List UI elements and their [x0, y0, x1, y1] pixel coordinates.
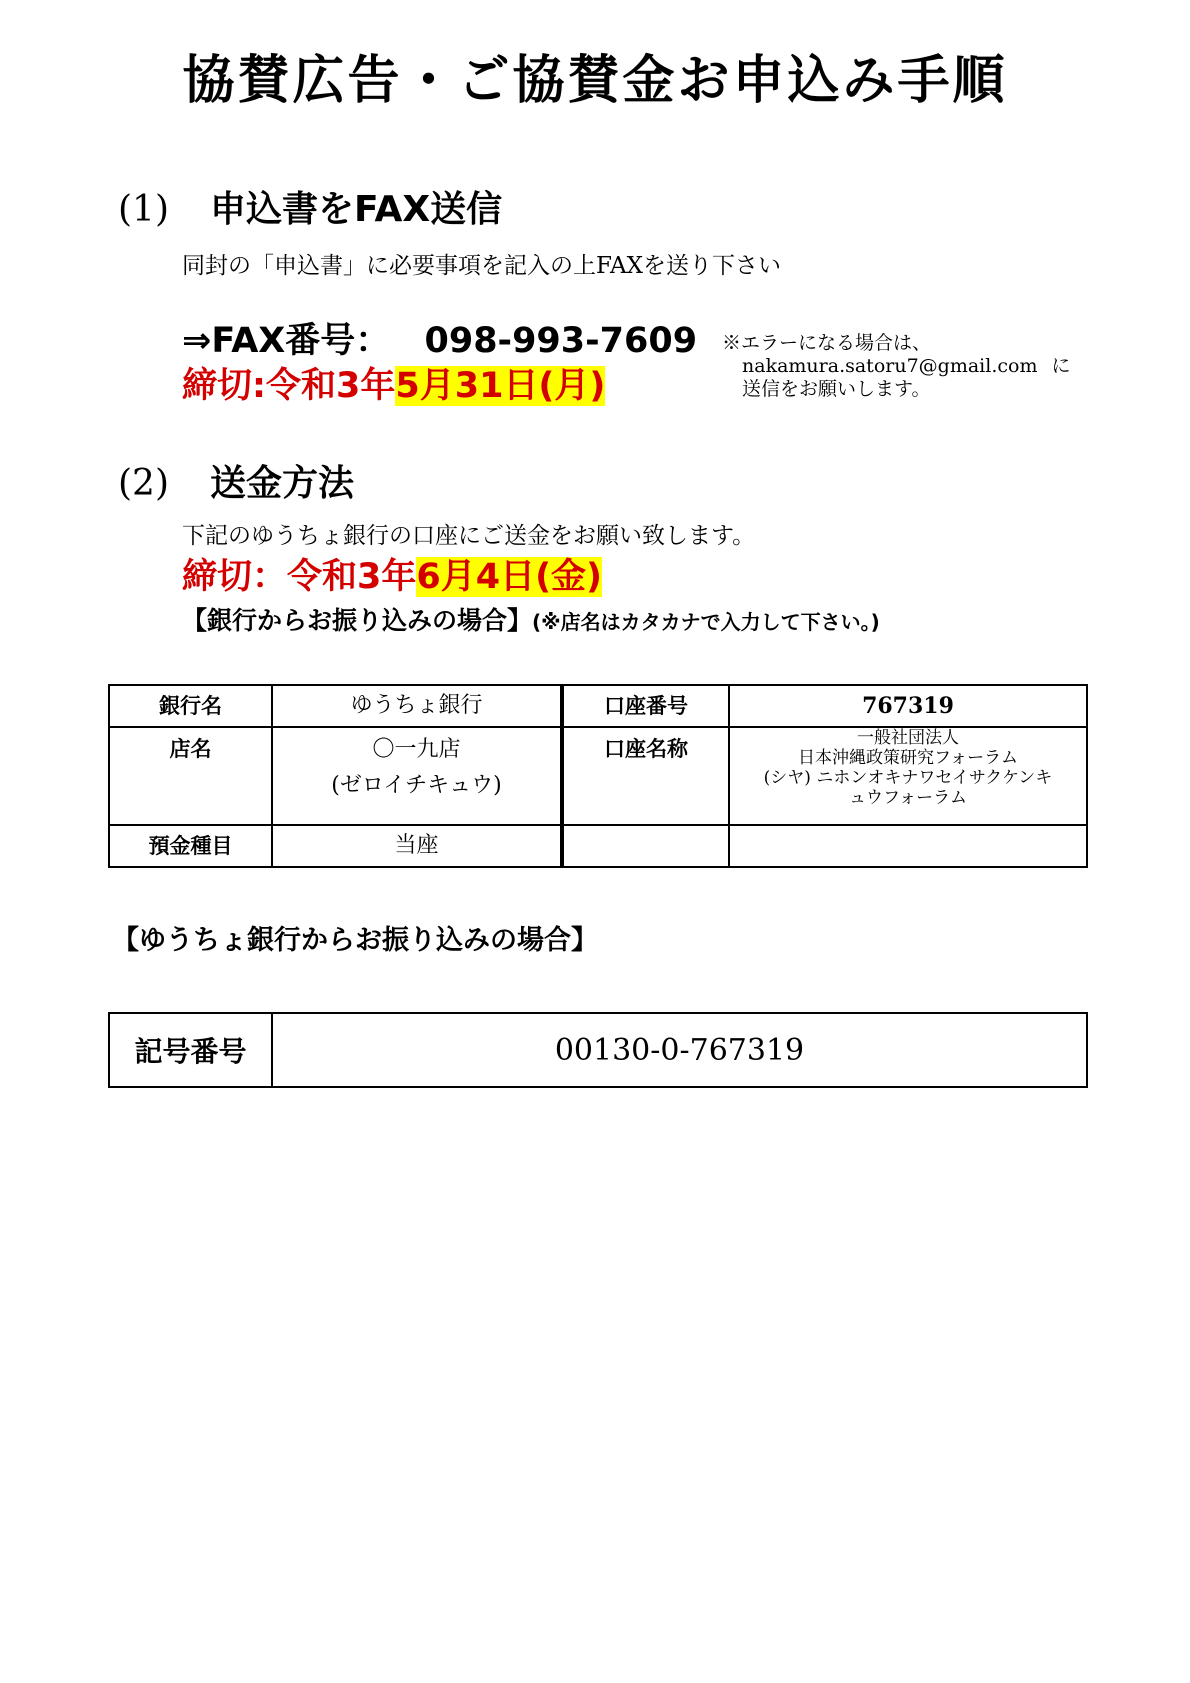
table-row — [109, 685, 1087, 727]
section1-title: 申込書をFAX送信 — [210, 189, 503, 230]
section2-title: 送金方法 — [210, 463, 355, 504]
note-email: nakamura.satoru7@gmail.com — [742, 355, 1038, 377]
section2-deadline-date: 6月4日(金) — [416, 557, 603, 597]
bank-name-value: ゆうちょ銀行 — [272, 685, 562, 727]
other-bank-heading-text: 【銀行からお振り込みの場合】 — [182, 606, 533, 635]
deposit-type-value: 当座 — [272, 825, 562, 867]
page-title: 協賛広告・ご協賛金お申込み手順 — [182, 51, 1008, 111]
code-label: 記号番号 — [109, 1013, 272, 1087]
section1-number: (1) — [118, 189, 169, 230]
fax-label: ⇒FAX番号： — [182, 321, 391, 361]
code-value: 00130-0-767319 — [272, 1013, 1087, 1087]
deposit-type-label: 預金種目 — [109, 825, 272, 867]
branch-name: 〇一九店 — [372, 737, 461, 762]
bank-account-table — [108, 684, 1088, 868]
note-line2 — [722, 355, 1071, 378]
empty-cell — [562, 825, 729, 867]
table-row — [109, 1013, 1087, 1087]
yucho-code-table — [108, 1012, 1088, 1088]
section2-number: (2) — [118, 463, 169, 504]
note-line3: 送信をお願いします。 — [742, 378, 931, 400]
table-row — [109, 825, 1087, 867]
note-line1: ※エラーになる場合は、 — [722, 332, 932, 354]
bank-name-label: 銀行名 — [109, 685, 272, 727]
section1-instruction: 同封の「申込書」に必要事項を記入の上FAXを送り下さい — [182, 253, 781, 279]
account-number-value: 767319 — [729, 685, 1087, 727]
branch-value — [272, 727, 562, 825]
section1-deadline — [182, 363, 605, 409]
other-bank-note: (※店名はカタカナで入力して下さい。) — [532, 610, 880, 634]
table-row — [109, 727, 1087, 825]
section1-deadline-prefix: 締切:令和3年 — [182, 366, 396, 406]
branch-label: 店名 — [109, 727, 272, 825]
account-name-label: 口座名称 — [562, 727, 729, 825]
account-name-line3: (シヤ) ニホンオキナワセイサクケンキ — [763, 768, 1053, 788]
other-bank-heading — [182, 604, 880, 639]
account-name-line2: 日本沖縄政策研究フォーラム — [798, 748, 1018, 768]
section2-deadline-prefix: 締切：令和3年 — [182, 557, 417, 597]
note-email-suffix: に — [1051, 355, 1071, 377]
section1-deadline-date: 5月31日(月) — [395, 366, 606, 406]
empty-cell — [729, 825, 1087, 867]
section2-heading — [118, 460, 354, 508]
section2-deadline — [182, 554, 602, 600]
account-name-line4: ュウフォーラム — [849, 788, 967, 808]
section1-heading — [118, 186, 502, 234]
account-number-label: 口座番号 — [562, 685, 729, 727]
section2-instruction: 下記のゆうちょ銀行の口座にご送金をお願い致します。 — [182, 523, 756, 549]
fax-number: 098-993-7609 — [424, 321, 698, 361]
branch-kana: (ゼロイチキュウ) — [331, 773, 502, 798]
yucho-heading: 【ゆうちょ銀行からお振り込みの場合】 — [112, 925, 598, 956]
account-name-line1: 一般社団法人 — [857, 728, 959, 748]
email-note — [722, 332, 1071, 401]
account-name-value — [729, 727, 1087, 825]
fax-line — [182, 318, 697, 364]
